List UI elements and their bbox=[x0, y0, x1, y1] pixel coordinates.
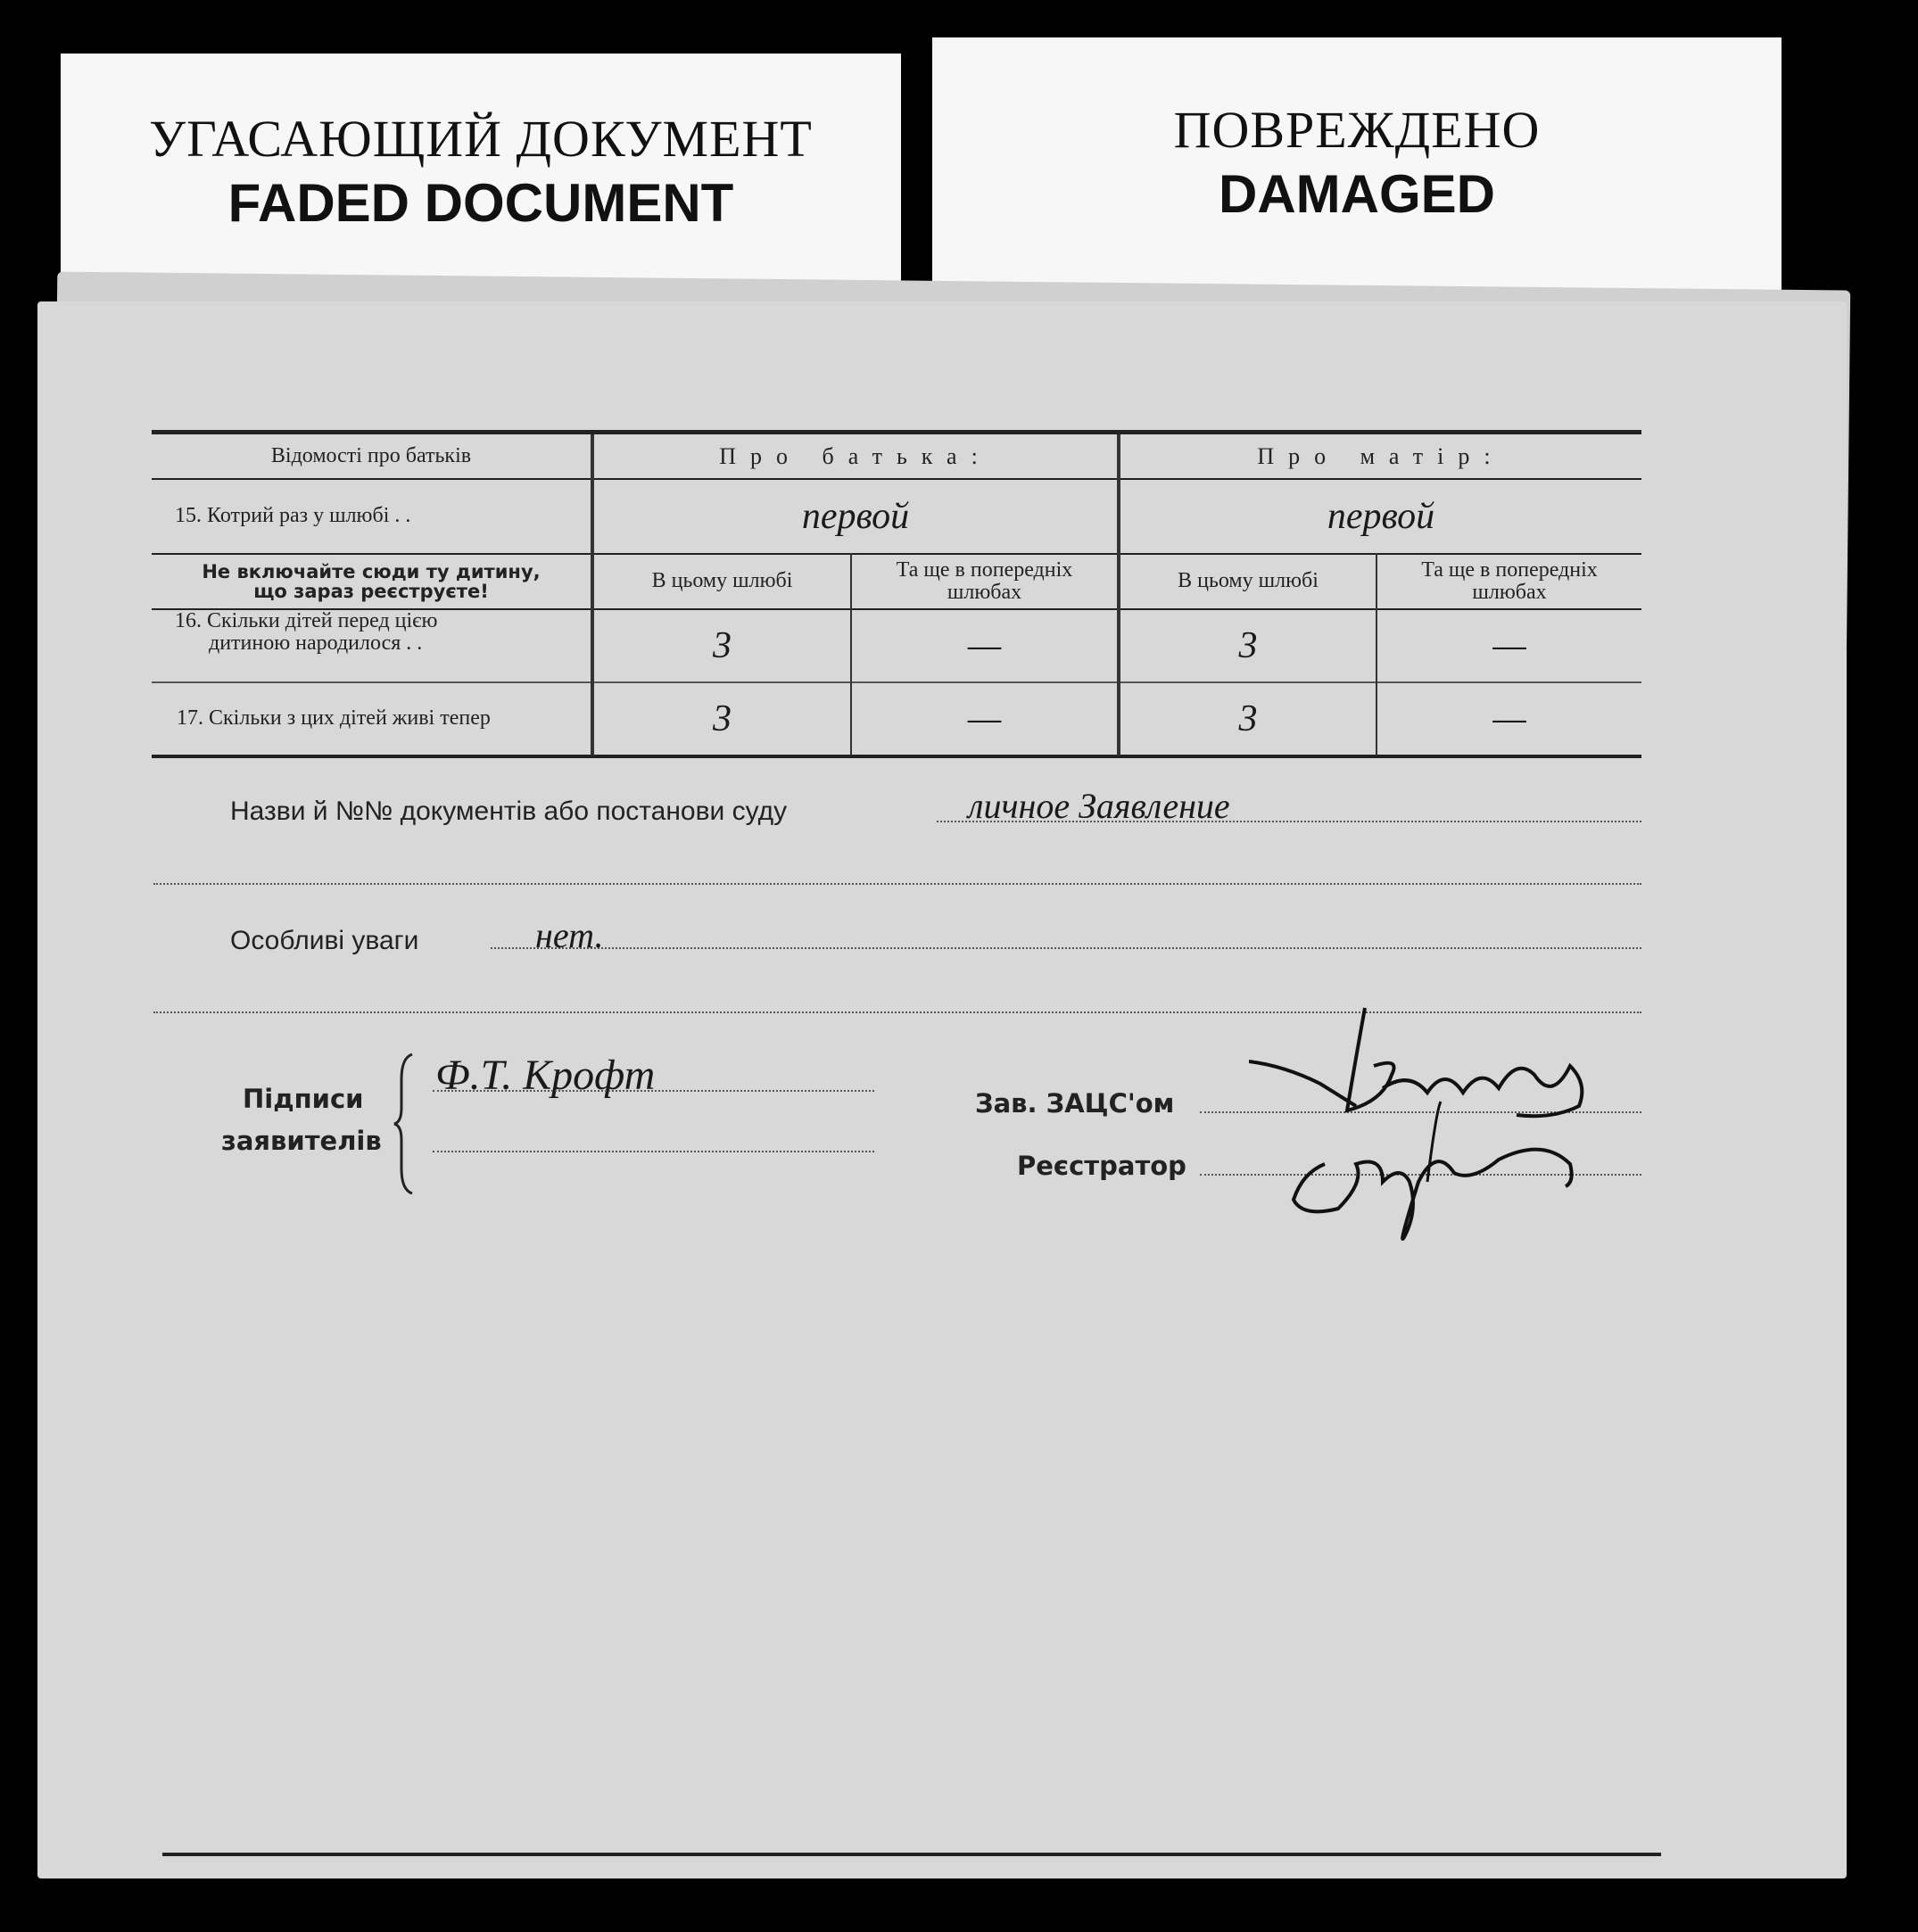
bottom-rule bbox=[162, 1853, 1661, 1856]
parents-table bbox=[152, 430, 1641, 760]
applicants-label-1: Підписи bbox=[243, 1084, 364, 1114]
applicant-signature: Ф.Т. Крофт bbox=[435, 1052, 656, 1099]
damaged-label-en: DAMAGED bbox=[1219, 164, 1495, 224]
row15-label: 15. Котрий раз у шлюбі . . bbox=[175, 504, 411, 528]
row17-father-this: 3 bbox=[713, 698, 732, 739]
note-line-1: Не включайте сюди ту дитину, bbox=[202, 560, 541, 582]
note-line-2: що зараз реєструєте! bbox=[253, 581, 489, 602]
applicants-label-2: заявителів bbox=[221, 1126, 382, 1156]
header-parents-info: Відомості про батьків bbox=[270, 443, 472, 467]
faded-document-label bbox=[61, 54, 901, 303]
remarks-dotted-line bbox=[491, 947, 1641, 949]
documents-dotted-line-2 bbox=[153, 883, 1641, 885]
sub-mother-this-marriage: В цьому шлюбі bbox=[1178, 569, 1319, 593]
brace-icon bbox=[393, 1053, 419, 1195]
row17-mother-previous: — bbox=[1492, 698, 1526, 739]
row17-father-previous: — bbox=[967, 698, 1002, 739]
documents-label: Назви й №№ документів або постанови суду bbox=[230, 797, 788, 826]
faded-label-ru: УГАСАЮЩИЙ ДОКУМЕНТ bbox=[149, 110, 813, 168]
damaged-label-ru: ПОВРЕЖДЕНО bbox=[1173, 101, 1541, 159]
row15-father-value: первой bbox=[801, 495, 910, 537]
sub-father-this-marriage: В цьому шлюбі bbox=[651, 569, 793, 593]
faded-label-en: FADED DOCUMENT bbox=[227, 173, 734, 233]
exclude-child-note bbox=[152, 555, 591, 608]
sub-father-previous: Та ще в попередніх шлюбах bbox=[896, 557, 1073, 604]
header-father: Про батька: bbox=[719, 442, 992, 469]
head-signature bbox=[1249, 1003, 1597, 1262]
row16-father-this: 3 bbox=[713, 624, 732, 666]
row16-label-line-2: дитиною народилося . . bbox=[209, 632, 423, 656]
row16-label bbox=[152, 610, 594, 681]
row16-father-previous: — bbox=[967, 624, 1002, 666]
registrar-label: Реєстратор bbox=[1017, 1151, 1186, 1181]
table-bottom-rule bbox=[152, 755, 1641, 758]
row16-label-line-1: 16. Скільки дітей перед цією bbox=[175, 609, 438, 632]
damaged-label bbox=[932, 37, 1782, 292]
sub-mother-previous: Та ще в попередніх шлюбах bbox=[1421, 557, 1598, 604]
row17-mother-this: 3 bbox=[1238, 698, 1258, 739]
applicant-sign-line-1 bbox=[433, 1090, 874, 1092]
header-mother: Про матір: bbox=[1257, 442, 1505, 469]
row15-mother-value: первой bbox=[1327, 495, 1435, 537]
row17-label: 17. Скільки з цих дітей живі тепер bbox=[177, 706, 491, 731]
remarks-value: нет. bbox=[535, 915, 604, 955]
documents-value: личное Заявление bbox=[968, 786, 1230, 826]
row16-mother-previous: — bbox=[1492, 624, 1526, 666]
applicant-sign-line-2 bbox=[433, 1151, 874, 1152]
remarks-label: Особливі уваги bbox=[230, 926, 419, 955]
row16-mother-this: 3 bbox=[1238, 624, 1258, 666]
head-zags-label: Зав. ЗАЦС'ом bbox=[975, 1088, 1175, 1119]
